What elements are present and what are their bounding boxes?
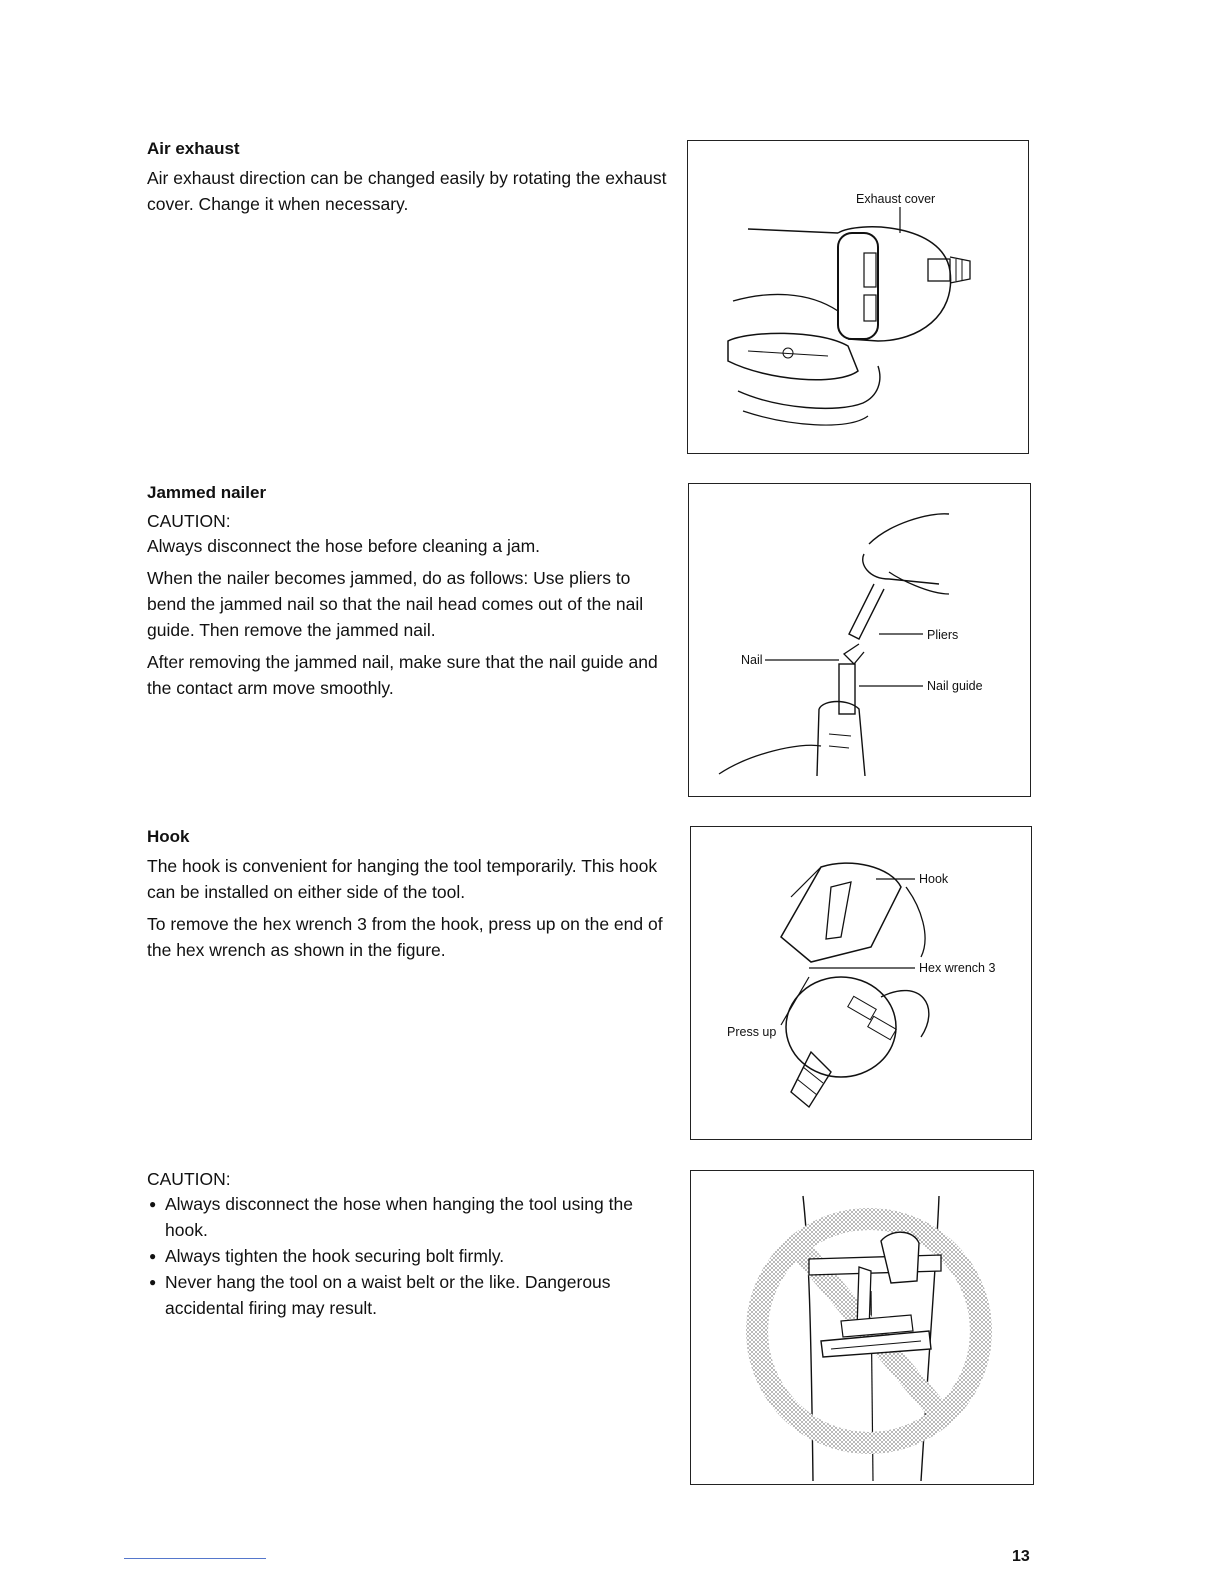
bullet-icon: ● bbox=[149, 1249, 157, 1263]
paragraph: Air exhaust direction can be changed easily by rotating the exhaust cover. Change it when necessary. bbox=[147, 168, 667, 214]
figure-jammed-nail bbox=[688, 483, 1031, 797]
section-heading: Jammed nailer bbox=[147, 483, 267, 502]
paragraph: The hook is convenient for hanging the tool temporarily. This hook can be installed on either side of the tool. bbox=[147, 856, 658, 902]
caution-label: CAUTION: bbox=[147, 511, 231, 531]
exhaust-cover-illustration bbox=[688, 141, 1028, 453]
paragraph: After removing the jammed nail, make sure that the nail guide and the contact arm move smoothly. bbox=[147, 652, 658, 698]
figure-label: Hex wrench 3 bbox=[919, 961, 996, 975]
jammed-nail-illustration bbox=[689, 484, 1030, 796]
section-heading: Hook bbox=[147, 827, 190, 846]
section-heading: Air exhaust bbox=[147, 139, 240, 158]
bullet-text: Always disconnect the hose when hanging the tool using the hook. bbox=[165, 1194, 633, 1240]
list-item bbox=[147, 1191, 667, 1243]
figure-label: Nail bbox=[741, 653, 763, 667]
section-air-exhaust bbox=[147, 139, 667, 223]
figure-label: Exhaust cover bbox=[856, 192, 936, 206]
caution-text: Always disconnect the hose before cleaning a jam. bbox=[147, 536, 541, 556]
bullet-text: Never hang the tool on a waist belt or the like. Dangerous accidental firing may result. bbox=[165, 1272, 611, 1318]
caution-list bbox=[147, 1191, 667, 1321]
footer-rule bbox=[124, 1558, 266, 1559]
figure-label: Hook bbox=[919, 872, 949, 886]
bullet-icon: ● bbox=[149, 1275, 157, 1289]
figure-exhaust-cover bbox=[687, 140, 1029, 454]
paragraph: When the nailer becomes jammed, do as follows: Use pliers to bend the jammed nail so that the nail head comes out of the nail guide. Then remove the jammed nail. bbox=[147, 568, 644, 640]
page-number: 13 bbox=[1012, 1548, 1030, 1565]
section-caution bbox=[147, 1167, 667, 1321]
figure-hook bbox=[690, 826, 1032, 1140]
bullet-icon: ● bbox=[149, 1197, 157, 1211]
section-jammed-nailer bbox=[147, 483, 667, 707]
figure-label: Nail guide bbox=[927, 679, 983, 693]
paragraph: To remove the hex wrench 3 from the hook, press up on the end of the hex wrench as shown in the figure. bbox=[147, 914, 663, 960]
figure-label: Press up bbox=[727, 1025, 777, 1039]
list-item bbox=[147, 1269, 667, 1321]
hook-illustration bbox=[691, 827, 1031, 1139]
figure-prohibition bbox=[690, 1170, 1034, 1485]
figure-label: Pliers bbox=[927, 628, 959, 642]
section-hook bbox=[147, 827, 667, 969]
prohibition-illustration bbox=[691, 1171, 1033, 1484]
bullet-text: Always tighten the hook securing bolt firmly. bbox=[165, 1246, 505, 1266]
caution-label: CAUTION: bbox=[147, 1169, 231, 1189]
list-item bbox=[147, 1243, 667, 1269]
